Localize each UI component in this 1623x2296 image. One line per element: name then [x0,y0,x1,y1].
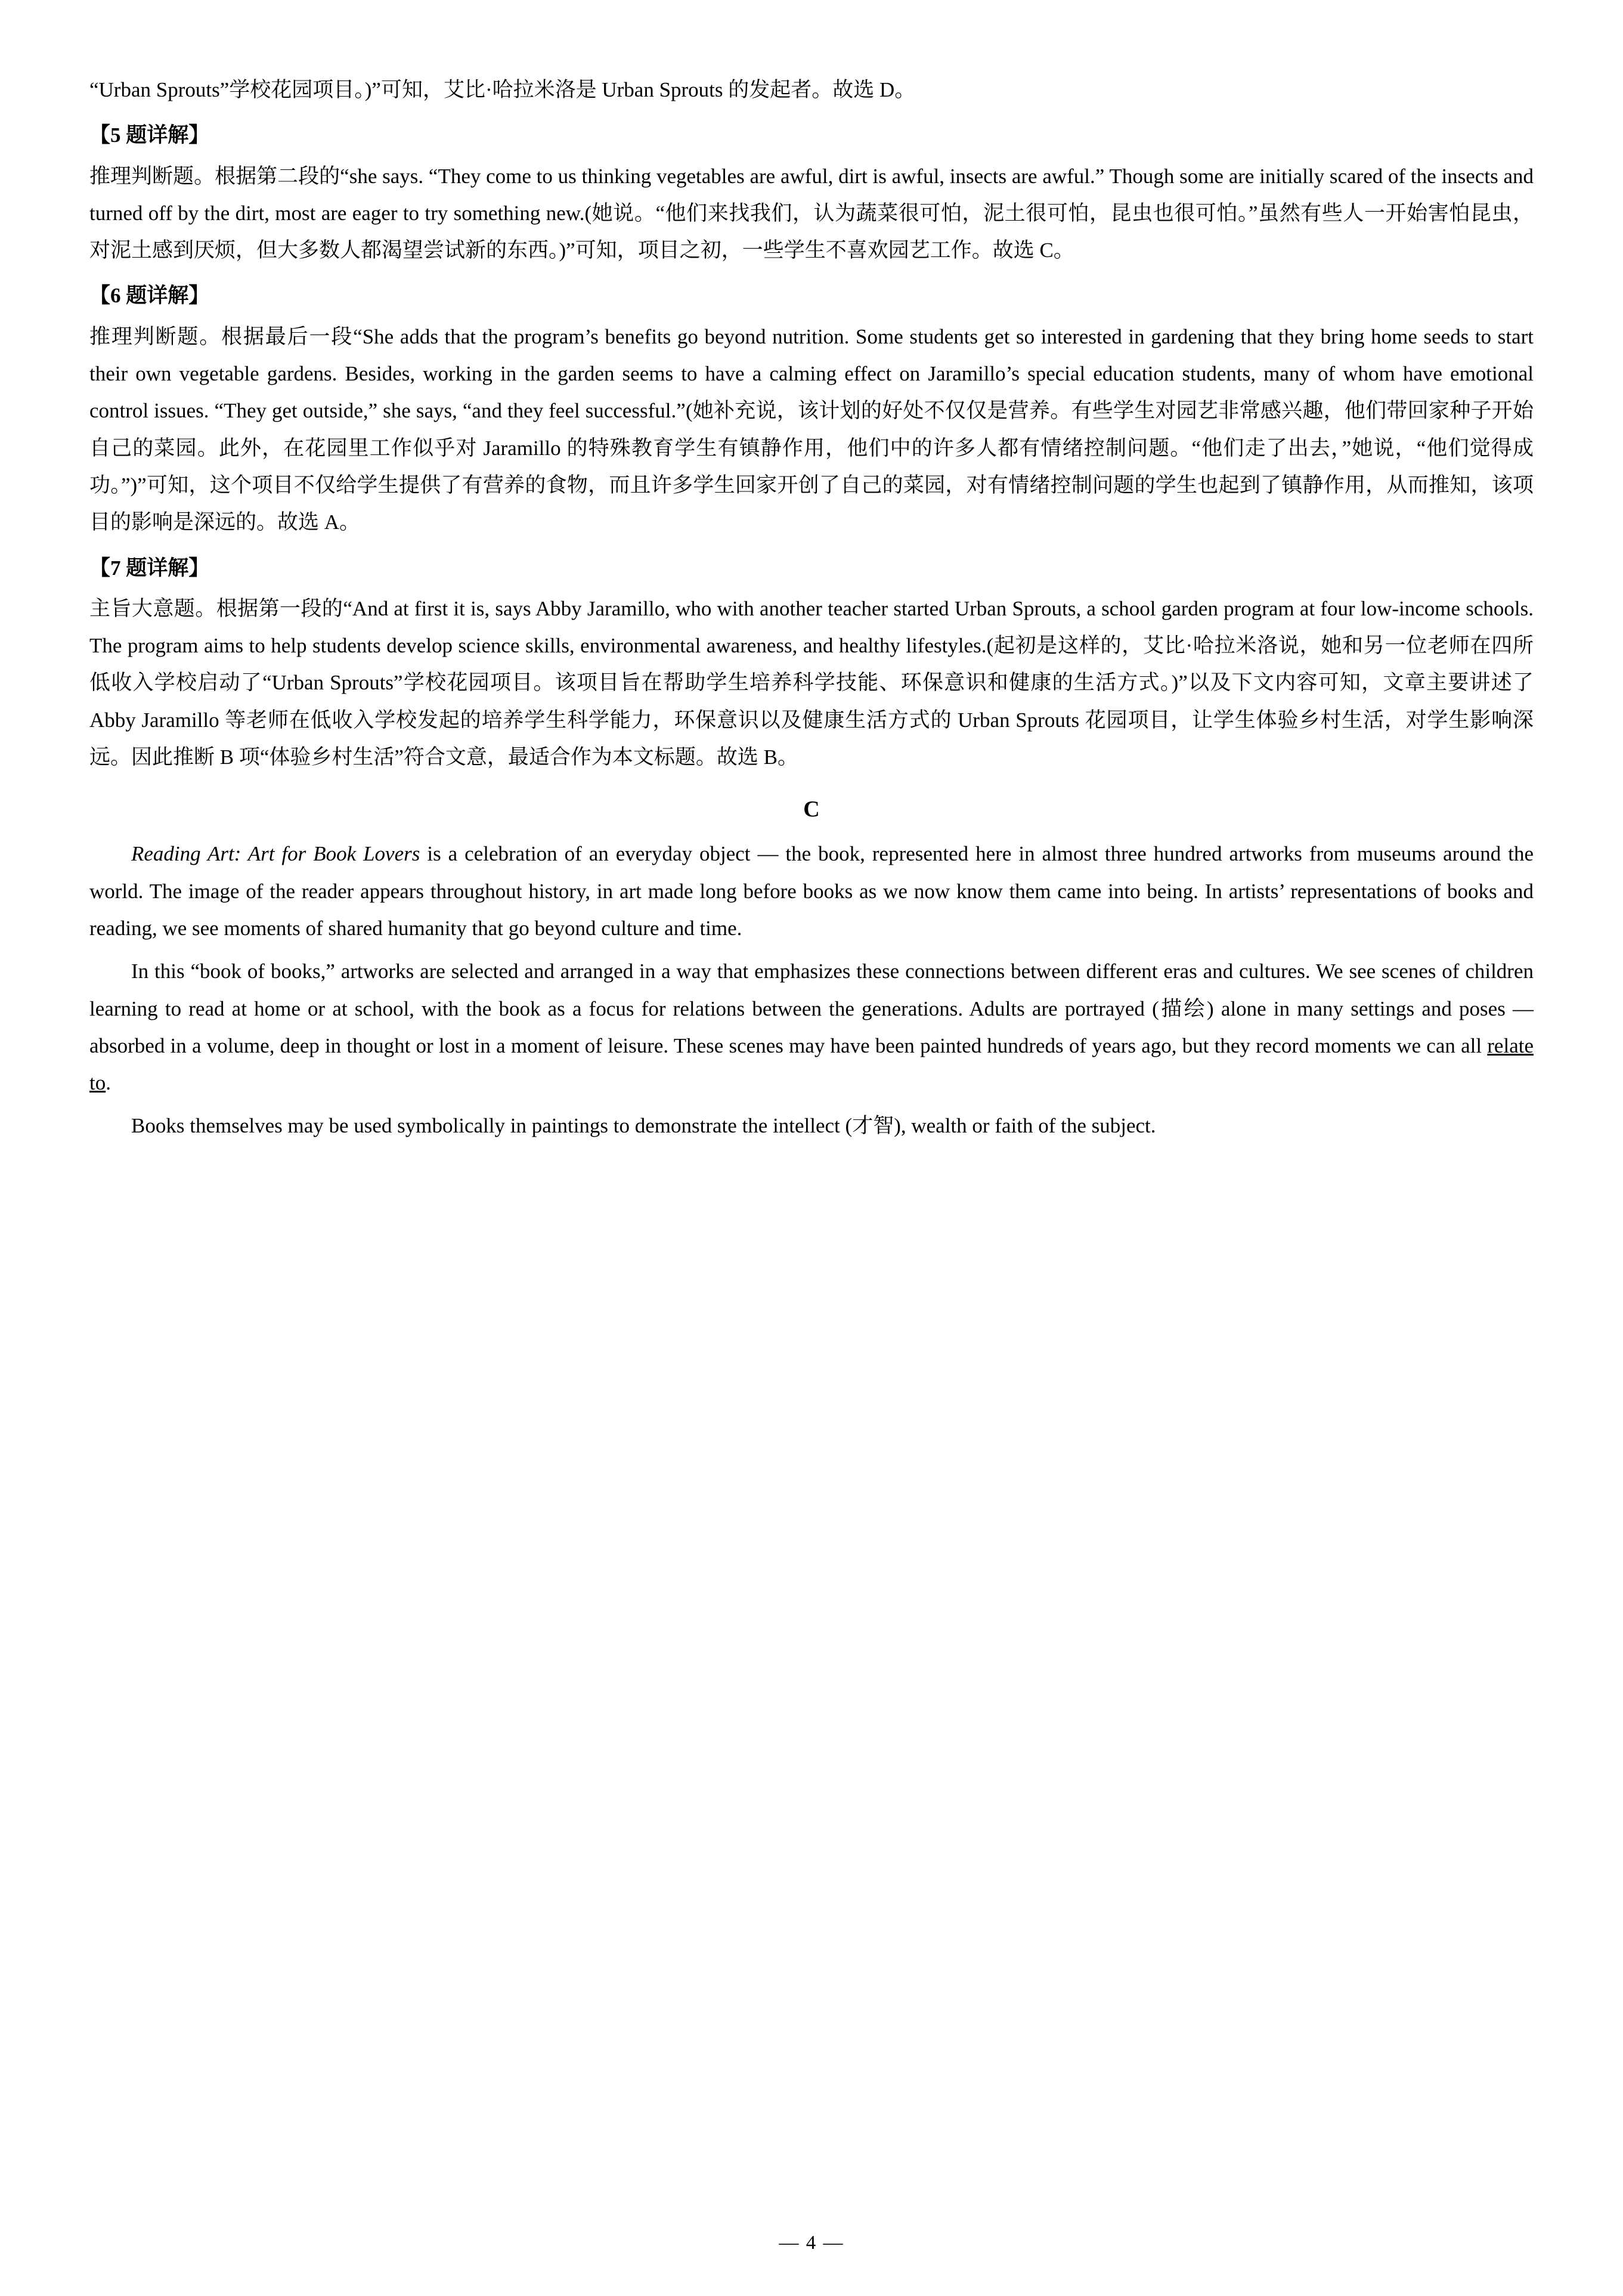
question-5-heading: 【5 题详解】 [89,123,210,147]
passage-paragraph-2-text-b: . [106,1071,111,1095]
question-6-explanation: 推理判断题。根据最后一段“She adds that the program’s benefits go beyond nutrition. Some students get so interested in gardening that they bring home seeds to start their own vegetable gardens. Besides, working in the garden seems to have a calming effect on Jaramillo’s special education students, many of whom have emotional control issues. “They get outside,” she says, “and they feel successful.”(她补充说，该计划的好处不仅仅是营养。有些学生对园艺非常感兴趣，他们带回家种子开始自己的菜园。此外，在花园里工作似乎对 Jaramillo 的特殊教育学生有镇静作用，他们中的许多人都有情绪控制问题。“他们走了出去，”她说，“他们觉得成功。”)”可知，这个项目不仅给学生提供了有营养的食物，而且许多学生回家开创了自己的菜园，对有情绪控制问题的学生也起到了镇静作用，从而推知，该项目的影响是深远的。故选 A。 [89,324,1534,534]
book-title: Reading Art: Art for Book Lovers [131,842,420,866]
passage-paragraph-1 [89,836,1534,947]
question-5-explanation: 推理判断题。根据第二段的“she says. “They come to us thinking vegetables are awful, dirt is awful, insects are awful.” Though some are initially scared of the insects and turned off by the dirt, most are eager to try something new.(她说。“他们来找我们，认为蔬菜很可怕，泥土很可怕，昆虫也很可怕。”虽然有些人一开始害怕昆虫，对泥土感到厌烦，但大多数人都渴望尝试新的东西。)”可知，项目之初，一些学生不喜欢园艺工作。故选 C。 [89,164,1534,262]
question-6-heading: 【6 题详解】 [89,284,210,308]
continuation-paragraph: “Urban Sprouts”学校花园项目。)”可知，艾比·哈拉米洛是 Urban Sprouts 的发起者。故选 D。 [89,78,916,101]
passage-paragraph-2-text-a: In this “book of books,” artworks are selected and arranged in a way that emphasizes these connections between different eras and cultures. We see scenes of children learning to read at home or at school, with the book as a focus for relations between the generations. Adults are portrayed (描绘) alone in many settings and poses —absorbed in a volume, deep in thought or lost in a moment of leisure. These scenes may have been painted hundreds of years ago, but they record moments we can all [89,960,1534,1057]
question-7-explanation: 主旨大意题。根据第一段的“And at first it is, says Abby Jaramillo, who with another teacher started Urban Sprouts, a school garden program at four low-income schools. The program aims to help students develop science skills, environmental awareness, and healthy lifestyles.(起初是这样的，艾比·哈拉米洛说，她和另一位老师在四所低收入学校启动了“Urban Sprouts”学校花园项目。该项目旨在帮助学生培养科学技能、环保意识和健康的生活方式。)”以及下文内容可知，文章主要讲述了 Abby Jaramillo 等老师在低收入学校发起的培养学生科学能力，环保意识以及健康生活方式的 Urban Sprouts 花园项目，让学生体验乡村生活，对学生影响深远。因此推断 B 项“体验乡村生活”符合文意，最适合作为本文标题。故选 B。 [89,596,1534,769]
section-letter-c: C [803,797,820,822]
question-7-heading: 【7 题详解】 [89,556,210,580]
passage-paragraph-3: Books themselves may be used symbolically in paintings to demonstrate the intellect (才智), wealth or faith of the subject. [131,1114,1156,1138]
passage-paragraph-2-underlined-phrase: relate to [89,1033,1534,1095]
passage-paragraph-2 [89,953,1534,1101]
passage-paragraph-1-text: is a celebration of an everyday object — the book, represented here in almost three hundred artworks from museums around the world. The image of the reader appears throughout history, in art made long before books as we now know them came into being. In artists’ representations of books and reading, we see moments of shared humanity that go beyond culture and time. [89,842,1534,940]
page-footer: — 4 — [779,2232,844,2254]
